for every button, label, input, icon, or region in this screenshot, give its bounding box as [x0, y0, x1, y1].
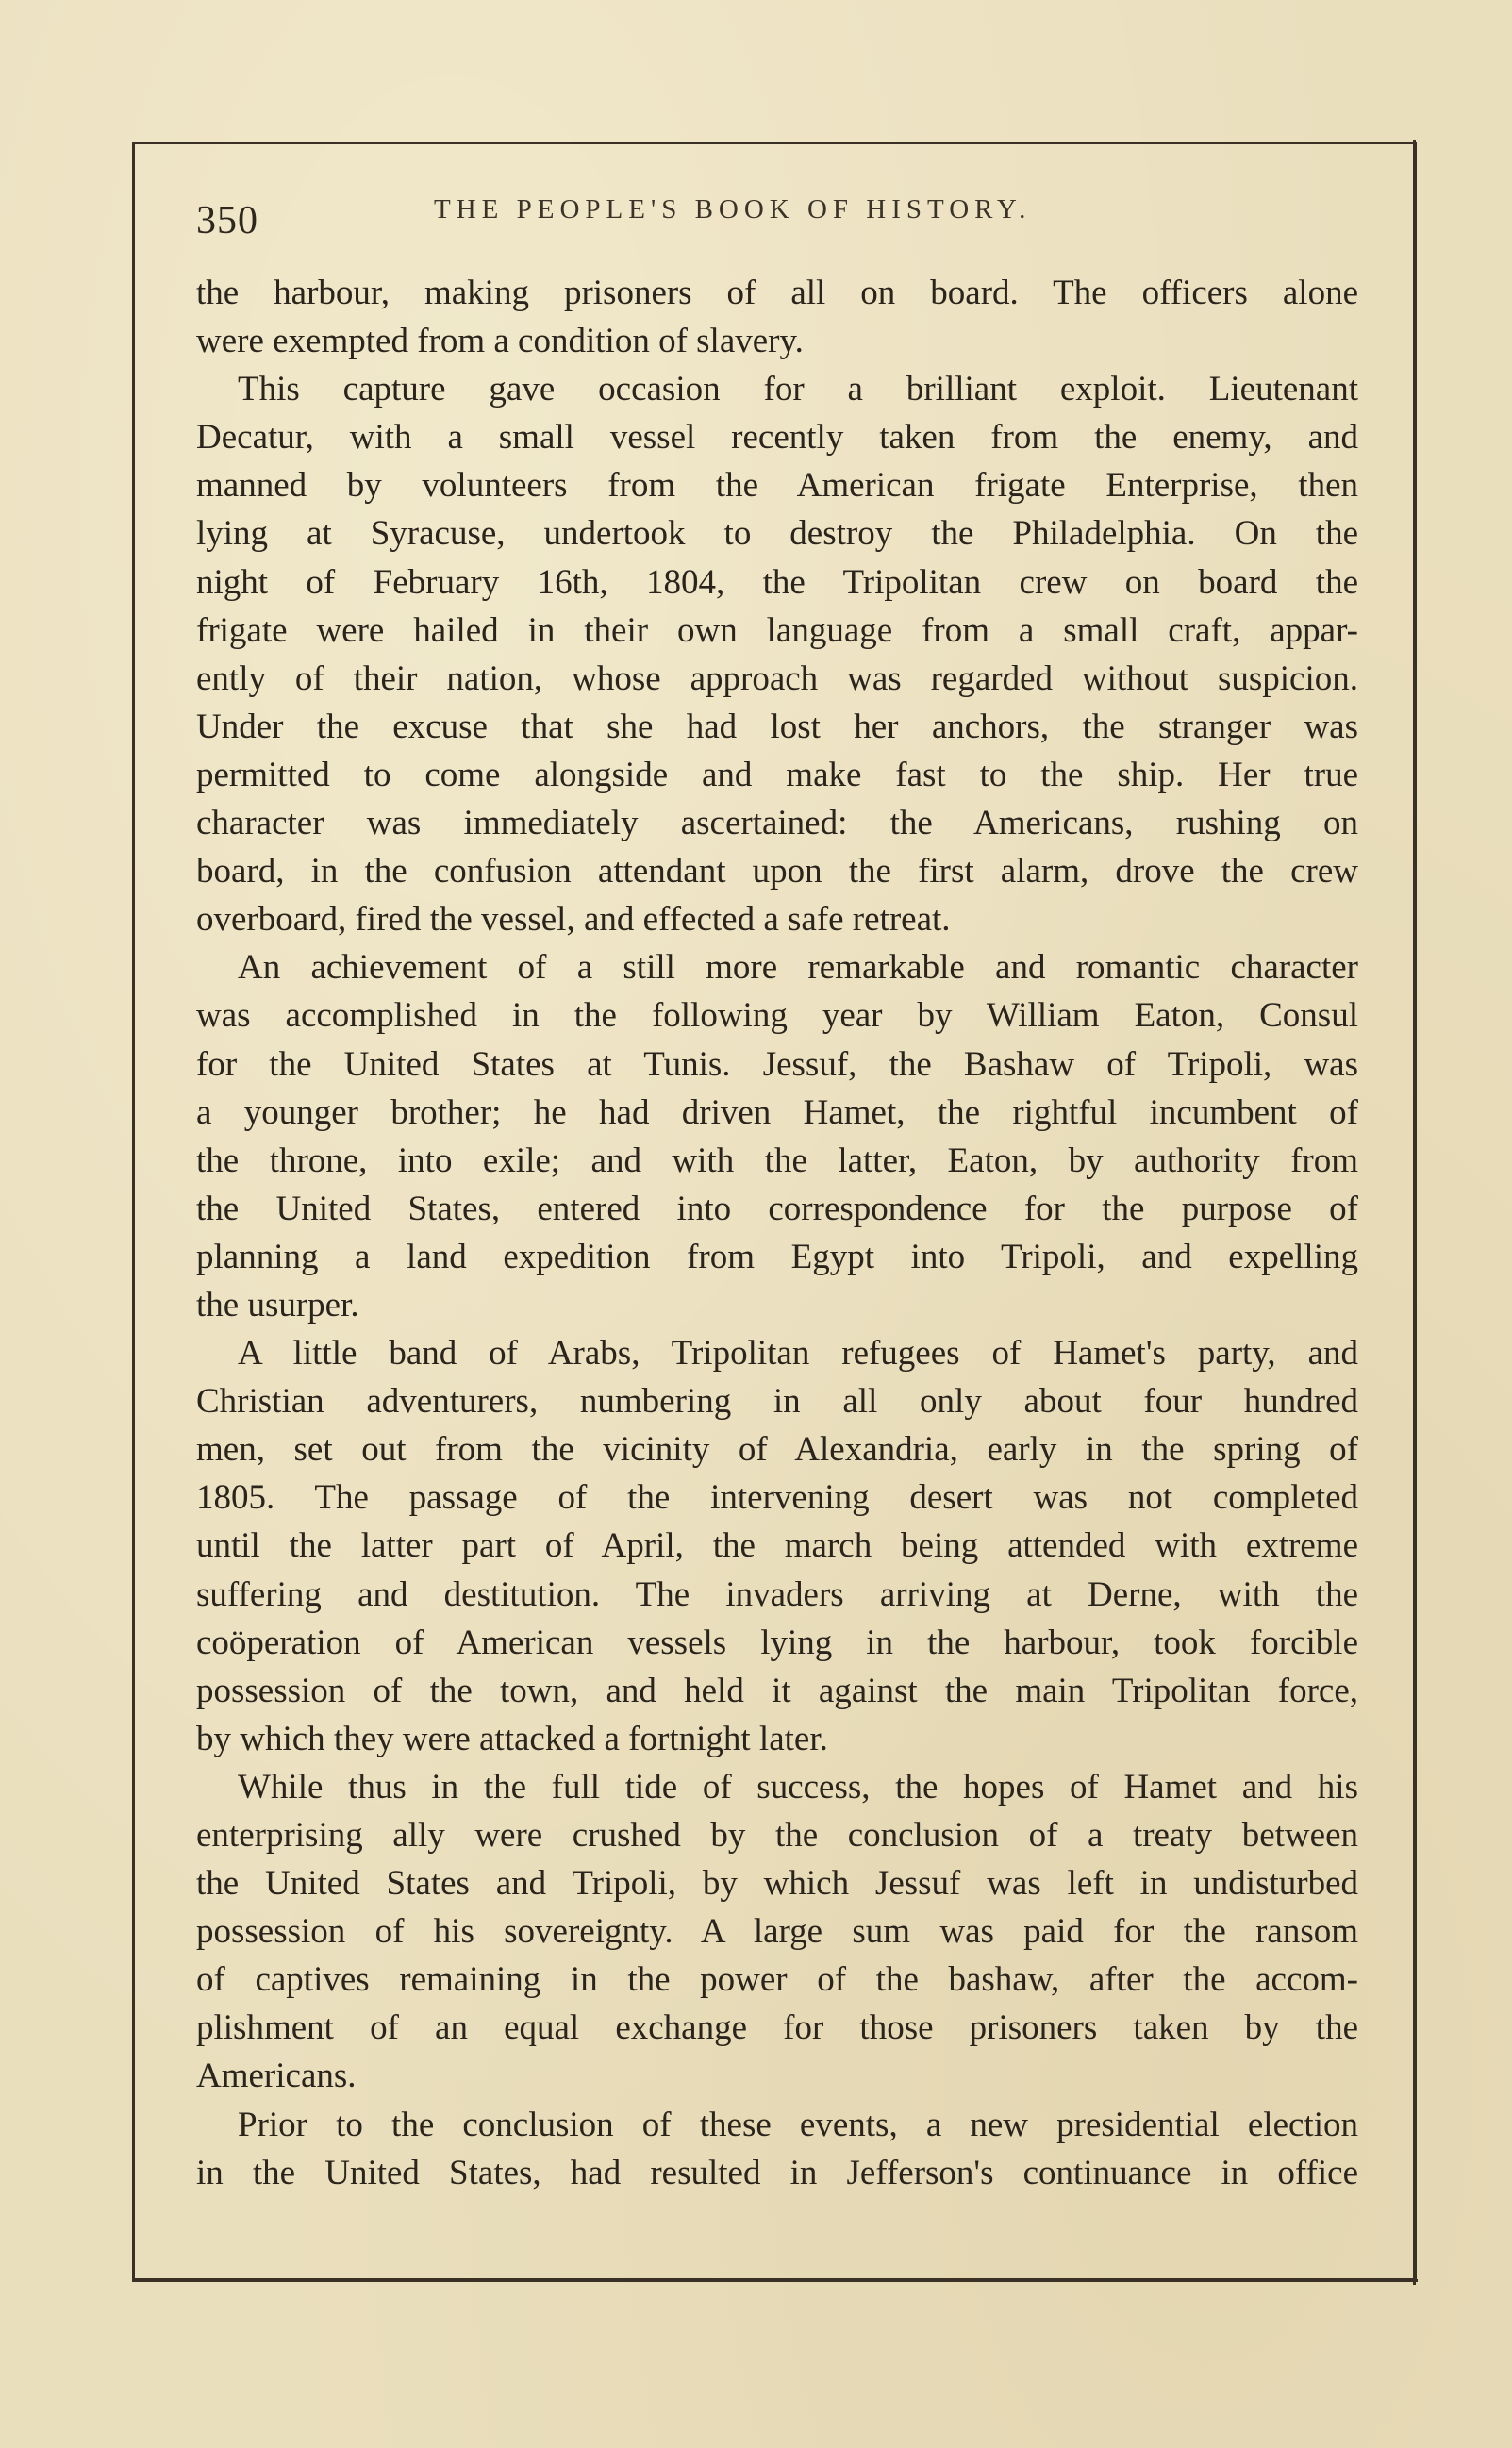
running-head-title: THE PEOPLE'S BOOK OF HISTORY.: [434, 194, 1032, 225]
text-line: manned by volunteers from the American frigate Enterprise, then: [196, 466, 1358, 506]
text-line: was accomplished in the following year by William Eaton, Consul: [196, 996, 1358, 1036]
text-line: until the latter part of April, the march being attended with extreme: [196, 1526, 1358, 1566]
text-line: for the United States at Tunis. Jessuf, the Bashaw of Tripoli, was: [196, 1044, 1358, 1084]
text-line: the throne, into exile; and with the latter, Eaton, by authority from: [196, 1141, 1358, 1180]
text-line: plishment of an equal exchange for those prisoners taken by the: [196, 2008, 1358, 2048]
page-number: 350: [196, 199, 258, 242]
text-line: the harbour, making prisoners of all on board. The officers alone: [196, 274, 1358, 312]
text-line: by which they were attacked a fortnight later.: [196, 1719, 828, 1758]
text-line: An achievement of a still more remarkable and romantic character: [238, 948, 1358, 988]
text-line: a younger brother; he had driven Hamet, the rightful incumbent of: [196, 1092, 1358, 1132]
page-border-right-rule: [1413, 140, 1416, 2285]
text-line: Christian adventurers, numbering in all only about four hundred: [196, 1382, 1358, 1422]
text-line: the United States, entered into correspondence for the purpose of: [196, 1189, 1358, 1228]
text-line: board, in the confusion attendant upon the first alarm, drove the crew: [196, 852, 1358, 891]
text-line: Prior to the conclusion of these events, a new presidential election: [238, 2105, 1358, 2144]
page-border-bottom-rule: [132, 2279, 1418, 2282]
text-line: While thus in the full tide of success, the hopes of Hamet and his: [238, 1767, 1358, 1807]
text-line: character was immediately ascertained: the Americans, rushing on: [196, 804, 1358, 843]
body-text: [196, 269, 1358, 2197]
text-line: in the United States, had resulted in Jefferson's continuance in office: [196, 2153, 1358, 2192]
text-line: possession of his sovereignty. A large sum was paid for the ransom: [196, 1912, 1358, 1952]
text-line: lying at Syracuse, undertook to destroy the Philadelphia. On the: [196, 514, 1358, 554]
text-line: night of February 16th, 1804, the Tripolitan crew on board the: [196, 562, 1358, 602]
text-line: the usurper.: [196, 1285, 359, 1324]
text-line: were exempted from a condition of slavery.: [196, 322, 804, 361]
text-line: Americans.: [196, 2057, 357, 2096]
text-line: men, set out from the vicinity of Alexandria, early in the spring of: [196, 1430, 1358, 1470]
text-line: A little band of Arabs, Tripolitan refugees of Hamet's party, and: [238, 1334, 1358, 1374]
text-line: the United States and Tripoli, by which Jessuf was left in undisturbed: [196, 1864, 1358, 1904]
text-line: overboard, fired the vessel, and effected a safe retreat.: [196, 900, 951, 940]
text-line: coöperation of American vessels lying in the harbour, took forcible: [196, 1623, 1358, 1662]
text-line: possession of the town, and held it against the main Tripolitan force,: [196, 1671, 1358, 1710]
text-line: suffering and destitution. The invaders arriving at Derne, with the: [196, 1574, 1358, 1614]
text-line: This capture gave occasion for a brilliant exploit. Lieutenant: [238, 370, 1358, 409]
text-line: frigate were hailed in their own language from a small craft, appar-: [196, 610, 1358, 650]
text-line: permitted to come alongside and make fast to the ship. Her true: [196, 755, 1358, 794]
text-line: Under the excuse that she had lost her anchors, the stranger was: [196, 707, 1358, 746]
text-line: enterprising ally were crushed by the conclusion of a treaty between: [196, 1816, 1358, 1855]
text-line: ently of their nation, whose approach was regarded without suspicion.: [196, 658, 1358, 698]
text-line: Decatur, with a small vessel recently taken from the enemy, and: [196, 418, 1358, 458]
text-line: of captives remaining in the power of the bashaw, after the accom-: [196, 1960, 1358, 2000]
text-line: planning a land expedition from Egypt into Tripoli, and expelling: [196, 1237, 1358, 1276]
text-line: 1805. The passage of the intervening desert was not completed: [196, 1478, 1358, 1518]
